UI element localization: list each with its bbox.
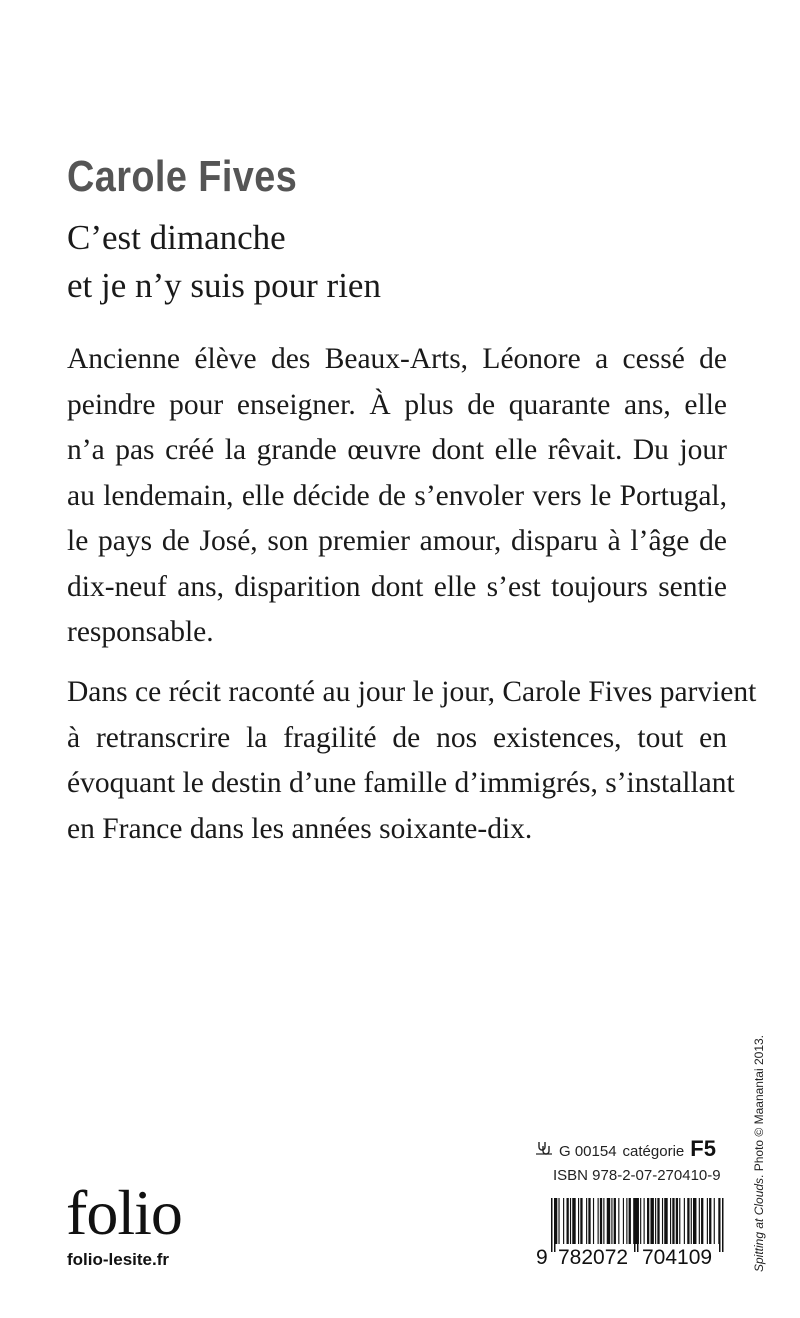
barcode-bar xyxy=(644,1198,645,1244)
barcode-bar xyxy=(647,1198,649,1244)
blurb-line: le pays de José, son premier amour, disparu à l’âge de xyxy=(67,525,727,557)
price-code-icon xyxy=(535,1140,553,1159)
barcode-bar xyxy=(593,1198,594,1244)
blurb-line: dix-neuf ans, disparition dont elle s’est toujours sentie xyxy=(67,570,727,603)
barcode-bar xyxy=(600,1198,602,1244)
barcode-bar xyxy=(640,1198,641,1244)
barcode-bar xyxy=(655,1198,656,1244)
barcode-bar xyxy=(580,1198,582,1244)
barcode-bar xyxy=(693,1198,696,1244)
blurb-line: Dans ce récit raconté au jour le jour, Carole Fives parvient xyxy=(67,676,757,708)
isbn: ISBN 978-2-07-270410-9 xyxy=(553,1167,721,1184)
barcode-bar xyxy=(598,1198,599,1244)
barcode-bar xyxy=(701,1198,703,1244)
barcode-bar xyxy=(679,1198,680,1244)
barcode-digits-group-1: 782072 xyxy=(558,1246,629,1269)
barcode-bar xyxy=(623,1198,624,1244)
blurb-line: au lendemain, elle décide de s’envoler vers le Portugal, xyxy=(67,479,727,512)
barcode-bar xyxy=(662,1198,663,1244)
barcode-bar xyxy=(714,1198,715,1244)
barcode-bar xyxy=(650,1198,653,1244)
barcode-bar xyxy=(570,1198,571,1244)
barcode-bar xyxy=(555,1198,557,1244)
barcode-bar xyxy=(676,1198,678,1244)
blurb-line: peindre pour enseigner. À plus de quarante ans, elle xyxy=(67,388,727,421)
catalog-code: G 00154 xyxy=(559,1143,617,1160)
barcode-bar xyxy=(687,1198,689,1244)
cover-photo-credit xyxy=(752,1035,766,1272)
barcode-digits-group-2: 704109 xyxy=(642,1246,713,1269)
barcode-bar xyxy=(684,1198,685,1244)
category-label: catégorie xyxy=(622,1143,685,1160)
book-title-line-2: et je n’y suis pour rien xyxy=(67,266,381,305)
barcode-bar xyxy=(603,1198,604,1244)
author-name: Carole Fives xyxy=(67,152,298,201)
blurb-line: n’a pas créé la grande œuvre dont elle rêvait. Du jour xyxy=(67,434,727,466)
barcode-bar xyxy=(563,1198,564,1244)
folio-logo: folio xyxy=(66,1177,182,1248)
book-title-line-1: C’est dimanche xyxy=(67,218,286,257)
barcode-bar xyxy=(567,1198,569,1244)
barcode-bar xyxy=(578,1198,579,1244)
category-value: F5 xyxy=(690,1136,716,1161)
barcode-bar xyxy=(670,1198,671,1244)
barcode-bar xyxy=(629,1198,631,1244)
barcode-bar xyxy=(618,1198,619,1244)
barcode-bar xyxy=(664,1198,667,1244)
barcode-bar xyxy=(672,1198,674,1244)
barcode-bar xyxy=(691,1198,692,1244)
barcode-digit-first: 9 xyxy=(536,1246,548,1269)
barcode-bar xyxy=(588,1198,590,1244)
catalog-line xyxy=(535,1136,716,1162)
barcode-bar xyxy=(614,1198,616,1244)
barcode-bar xyxy=(699,1198,700,1244)
blurb-line: en France dans les années soixante-dix. xyxy=(67,812,533,845)
barcode-bar xyxy=(626,1198,627,1244)
blurb-line: à retranscrire la fragilité de nos existences, tout en xyxy=(67,721,727,754)
blurb-paragraph-1 xyxy=(67,337,727,656)
barcode-bar xyxy=(637,1198,639,1252)
barcode-bar xyxy=(558,1198,559,1244)
publisher-website: folio-lesite.fr xyxy=(67,1250,170,1269)
barcode-bar xyxy=(722,1198,724,1252)
blurb-line: évoquant le destin d’une famille d’immigrés, s’installant xyxy=(67,767,735,799)
barcode-bar xyxy=(657,1198,659,1244)
barcode-bar xyxy=(707,1198,708,1244)
barcode-bar xyxy=(586,1198,587,1244)
barcode-bar xyxy=(634,1198,636,1252)
credit-photo: . Photo © Maanantai 2013. xyxy=(752,1034,766,1178)
barcode-bar xyxy=(719,1198,721,1252)
barcode-bar xyxy=(607,1198,610,1244)
credit-artwork-title: Spitting at Clouds xyxy=(752,1177,766,1272)
barcode-bar xyxy=(551,1198,553,1252)
barcode-bar xyxy=(611,1198,612,1244)
barcode-bar xyxy=(709,1198,711,1244)
blurb-line: Ancienne élève des Beaux-Arts, Léonore a cessé de xyxy=(67,343,727,375)
blurb-line: responsable. xyxy=(67,616,214,648)
barcode-bar xyxy=(572,1198,575,1244)
blurb-paragraph-2 xyxy=(67,670,757,852)
